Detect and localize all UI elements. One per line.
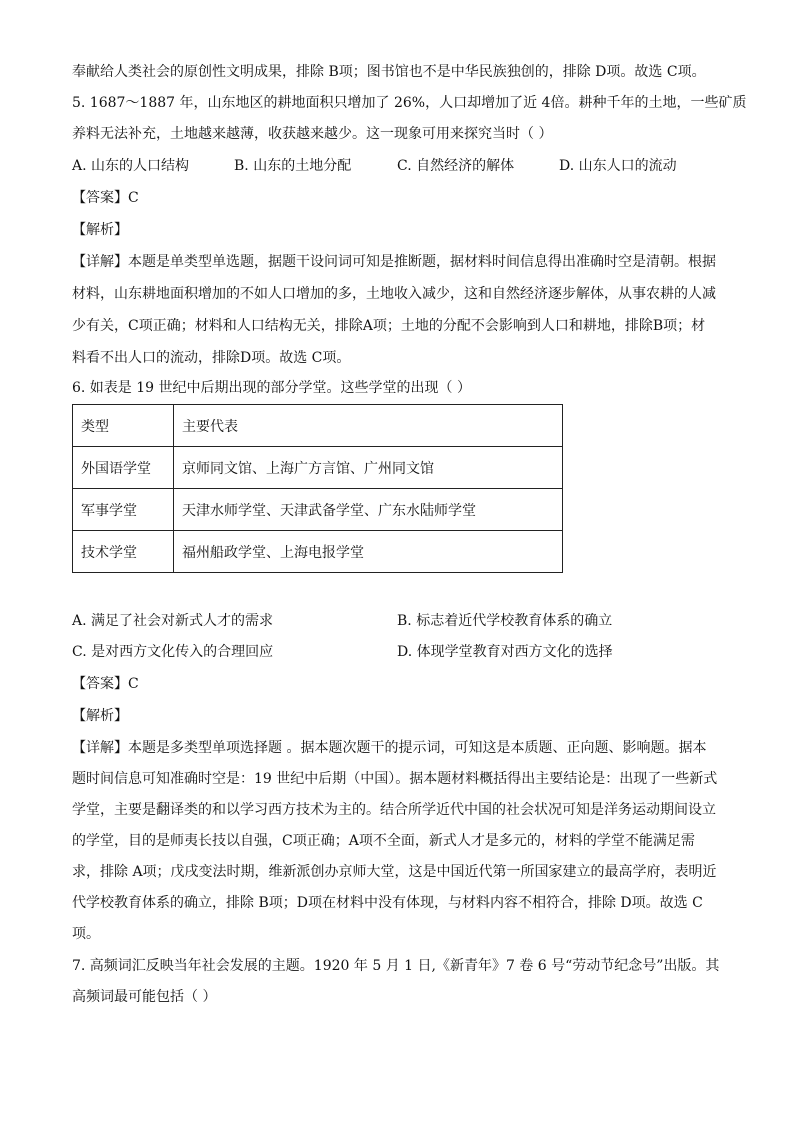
q6-option-a: A. 满足了社会对新式人才的需求 (72, 613, 274, 629)
q5-analysis-label: 【解析】 (72, 222, 128, 238)
table-header-row (73, 405, 563, 447)
q5-stem-line1: 5. 1687～1887 年，山东地区的耕地面积只增加了 26%，人口却增加了近 4倍。耕种千年的土地，一些矿质 (72, 95, 747, 111)
q7-stem-line1: 7. 高频词汇反映当年社会发展的主题。1920 年 5 月 1 日,《新青年》7 卷 6 号“劳动节纪念号”出版。其 (72, 958, 720, 974)
q5-stem-line2: 养料无法补充，土地越来越薄，收获越来越少。这一现象可用来探究当时（ ） (72, 126, 553, 142)
q6-detail-line4: 的学堂，目的是师夷长技以自强，C项正确；A项不全面，新式人才是多元的，材料的学堂不能满足需 (72, 833, 695, 849)
q5-answer: 【答案】C (72, 190, 139, 206)
q7-stem-line2: 高频词最可能包括（ ） (72, 989, 217, 1005)
q6-option-d: D. 体现学堂教育对西方文化的选择 (397, 644, 613, 660)
table-row (73, 531, 563, 573)
q6-detail-line1: 【详解】本题是多类型单项选择题 。据本题次题干的提示词，可知这是本质题、正向题、影响题。据本 (72, 740, 707, 756)
school-table (72, 404, 563, 573)
q6-detail-line2: 题时间信息可知准确时空是：19 世纪中后期（中国）。据本题材料概括得出主要结论是：出现了一些新式 (72, 771, 718, 787)
table-row (73, 489, 563, 531)
q5-option-d: D. 山东人口的流动 (559, 158, 677, 174)
table-cell-type: 外国语学堂 (73, 447, 174, 489)
table-row (73, 447, 563, 489)
table-cell-representative: 天津水师学堂、天津武备学堂、广东水陆师学堂 (174, 489, 563, 531)
q5-option-c: C. 自然经济的解体 (397, 158, 515, 174)
q6-stem: 6. 如表是 19 世纪中后期出现的部分学堂。这些学堂的出现（ ） (72, 380, 471, 396)
q6-analysis-label: 【解析】 (72, 708, 128, 724)
q6-detail-line7: 项。 (72, 926, 100, 942)
table-cell-representative: 京师同文馆、上海广方言馆、广州同文馆 (174, 447, 563, 489)
q5-detail-line2: 材料，山东耕地面积增加的不如人口增加的多，土地收入减少，这和自然经济逐步解体，从事农耕的人减 (72, 286, 716, 302)
table-header-representative: 主要代表 (174, 405, 563, 447)
q6-option-c: C. 是对西方文化传入的合理回应 (72, 644, 274, 660)
q5-option-a: A. 山东的人口结构 (72, 158, 190, 174)
q6-option-b: B. 标志着近代学校教育体系的确立 (397, 613, 613, 629)
q6-detail-line6: 代学校教育体系的确立，排除 B项；D项在材料中没有体现，与材料内容不相符合，排除 D项。故选 C (72, 895, 703, 911)
q6-detail-line5: 求，排除 A项；戊戌变法时期，维新派创办京师大堂，这是中国近代第一所国家建立的最高学府，表明近 (72, 864, 717, 880)
table-cell-type: 技术学堂 (73, 531, 174, 573)
q6-detail-line3: 学堂，主要是翻译类的和以学习西方技术为主的。结合所学近代中国的社会状况可知是洋务运动期间设立 (72, 802, 716, 818)
q5-detail-line3: 少有关，C项正确；材料和人口结构无关，排除A项；土地的分配不会影响到人口和耕地，排除B项；材 (72, 318, 706, 334)
table-header-type: 类型 (73, 405, 174, 447)
q6-answer: 【答案】C (72, 676, 139, 692)
table-cell-type: 军事学堂 (73, 489, 174, 531)
q5-detail-line4: 料看不出人口的流动，排除D项。故选 C项。 (72, 350, 351, 366)
table-cell-representative: 福州船政学堂、上海电报学堂 (174, 531, 563, 573)
q5-detail-line1: 【详解】本题是单类型单选题，据题干设问词可知是推断题，据材料时间信息得出准确时空是清朝。根据 (72, 254, 716, 270)
q5-option-b: B. 山东的土地分配 (234, 158, 352, 174)
intro-line: 奉献给人类社会的原创性文明成果，排除 B项；图书馆也不是中华民族独创的，排除 D项。故选 C项。 (72, 64, 706, 80)
